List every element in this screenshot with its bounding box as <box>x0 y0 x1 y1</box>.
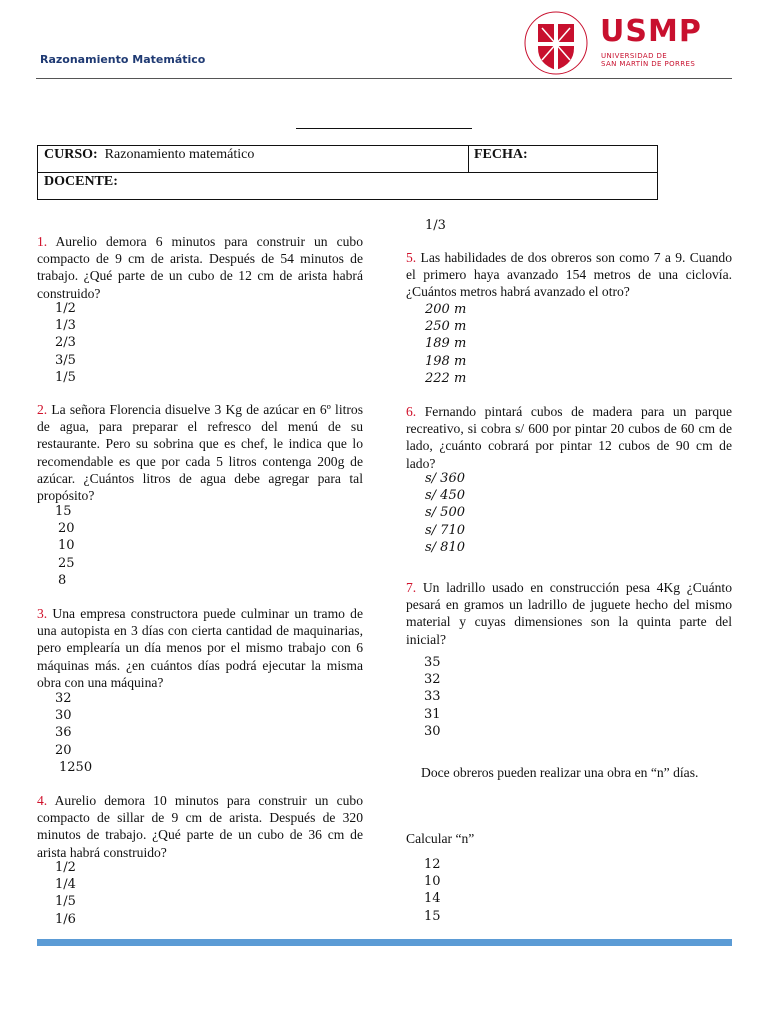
curso-label: CURSO: <box>44 147 98 162</box>
question-8-prompt: Calcular “n” <box>406 831 475 846</box>
question-2: 2. La señora Florencia disuelve 3 Kg de azúcar en 6º litros de agua, para preparar el refresco del menú de su restaurante. Pero su sobrina que es chef, le indica que lo recomendable es que por cada 5 litros contenga 200g de azúcar. ¿Cuántos litros de agua debe agregar para tal propósito? <box>37 402 363 504</box>
question-8-statement: Doce obreros pueden realizar una obra en “n” días. <box>421 765 699 780</box>
logo-wordmark: USMP <box>600 14 702 49</box>
question-5-options: 200 m 250 m 189 m 198 m 222 m <box>425 302 467 386</box>
title-underline <box>296 128 472 129</box>
docente-label: DOCENTE: <box>44 174 118 189</box>
question-3: 3. Una empresa constructora puede culminar un tramo de una autopista en 3 días con cierta cantidad de maquinarias, pero emplearía un día menos por el mismo trabajo con 6 máquinas más. ¿en cuántos días podrá ejecutar la misma obra con una máquina? <box>37 606 363 690</box>
header-rule <box>36 78 732 79</box>
usmp-seal-icon <box>518 10 594 76</box>
question-2-options: 15 20 10 25 8 <box>55 504 75 588</box>
course-info-table <box>37 145 658 200</box>
question-5: 5. Las habilidades de dos obreros son como 7 a 9. Cuando el primero haya avanzado 154 metros de una ciclovía. ¿Cuántos metros habrá avanzado el otro? <box>406 250 732 300</box>
question-4: 4. Aurelio demora 10 minutos para construir un cubo compacto de sillar de 9 cm de arista. Después de 320 minutos de trabajo. ¿Qué parte de un cubo de 36 cm de arista habrá construido? <box>37 793 363 860</box>
footer-accent-bar <box>37 939 732 946</box>
logo-subtitle: UNIVERSIDAD DE SAN MARTÍN DE PORRES <box>601 52 696 68</box>
fecha-label: FECHA: <box>474 147 528 162</box>
question-1-options: 1/2 1/3 2/3 3/5 1/5 <box>55 301 76 385</box>
question-8-options: 12 10 14 15 <box>424 857 441 924</box>
question-1: 1. Aurelio demora 6 minutos para construir un cubo compacto de 9 cm de arista. Después de 54 minutos de trabajo. ¿Qué parte de un cubo de 12 cm de arista habrá construido? <box>37 234 363 301</box>
carry-option: 1/3 <box>425 218 446 233</box>
usmp-logo <box>518 10 718 76</box>
question-6: 6. Fernando pintará cubos de madera para un parque recreativo, si cobra s/ 600 por pintar 20 cubos de 60 cm de lado, ¿cuánto cobrará por pintar 12 cubos de 90 cm de lado? <box>406 404 732 471</box>
question-7-options: 35 32 33 31 30 <box>424 655 441 739</box>
curso-value: Razonamiento matemático <box>104 147 255 162</box>
subject-header: Razonamiento Matemático <box>40 53 206 66</box>
question-3-options: 32 30 36 20 1250 <box>55 691 93 775</box>
question-4-options: 1/2 1/4 1/5 1/6 <box>55 860 76 927</box>
question-7: 7. Un ladrillo usado en construcción pesa 4Kg ¿Cuánto pesará en gramos un ladrillo de juguete hecho del mismo material y cuyas dimensiones son la quinta parte del inicial? <box>406 580 732 647</box>
question-6-options: s/ 360 s/ 450 s/ 500 s/ 710 s/ 810 <box>425 471 465 555</box>
